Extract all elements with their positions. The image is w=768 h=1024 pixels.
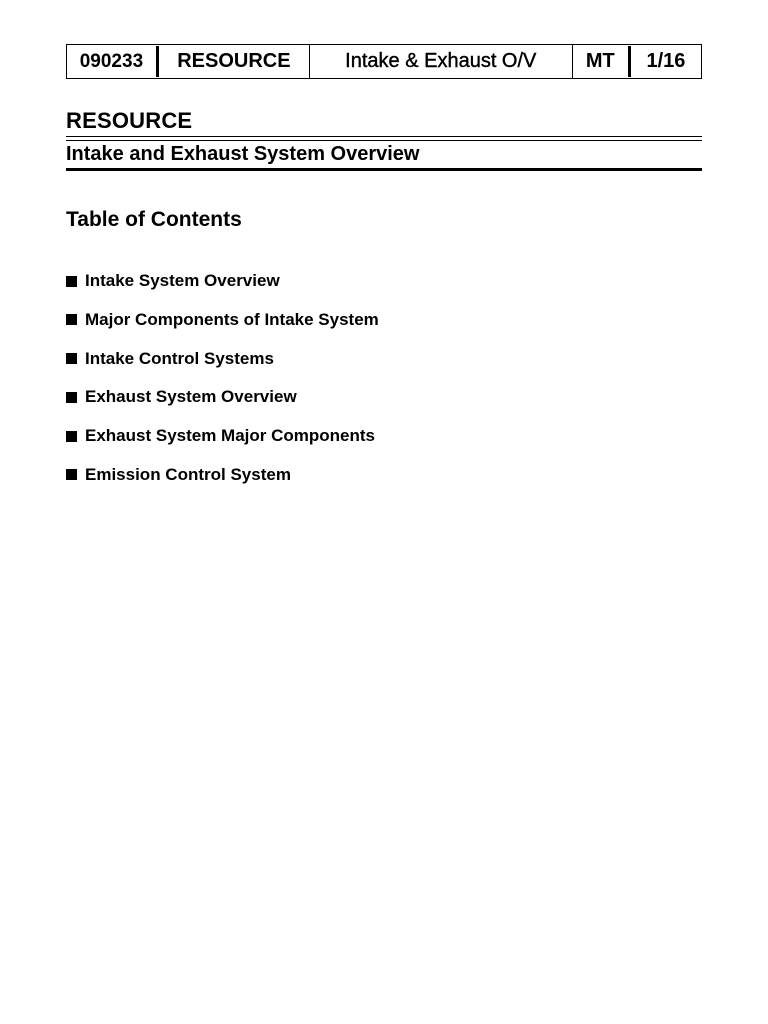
- page-number: 1/16: [646, 50, 686, 72]
- toc-item-label: Emission Control System: [85, 464, 291, 484]
- toc-heading: Table of Contents: [66, 208, 242, 231]
- divider-rule: [66, 136, 702, 137]
- black-square-icon: [66, 353, 77, 364]
- black-square-icon: [66, 276, 77, 287]
- toc-item-intake-system-overview[interactable]: [66, 270, 379, 292]
- table-of-contents: [66, 270, 379, 503]
- toc-item-label: Exhaust System Overview: [85, 387, 297, 407]
- toc-item-label: Exhaust System Major Components: [85, 426, 376, 446]
- toc-item-exhaust-major-components[interactable]: [66, 425, 379, 447]
- black-square-icon: [66, 314, 77, 325]
- toc-item-major-components-intake[interactable]: [66, 309, 379, 331]
- toc-item-label: Intake System Overview: [85, 271, 280, 290]
- doc-code: 090233: [79, 50, 144, 72]
- toc-item-exhaust-system-overview[interactable]: [66, 386, 379, 408]
- black-square-icon: [66, 392, 77, 403]
- header-short-title: Intake & Exhaust O/V: [345, 50, 537, 72]
- black-square-icon: [66, 431, 77, 442]
- toc-item-emission-control-system[interactable]: [66, 464, 379, 486]
- document-title: Intake and Exhaust System Overview: [66, 143, 420, 165]
- toc-item-label: Intake Control Systems: [85, 348, 274, 368]
- divider-rule: [66, 140, 702, 141]
- toc-item-intake-control-systems[interactable]: [66, 348, 379, 370]
- header-category: RESOURCE: [177, 50, 291, 72]
- document-category: RESOURCE: [66, 108, 193, 133]
- black-square-icon: [66, 469, 77, 480]
- title-underline: [66, 168, 702, 171]
- document-header-bar: [66, 44, 702, 79]
- header-doc-type: MT: [585, 50, 615, 72]
- toc-item-label: Major Components of Intake System: [85, 309, 379, 329]
